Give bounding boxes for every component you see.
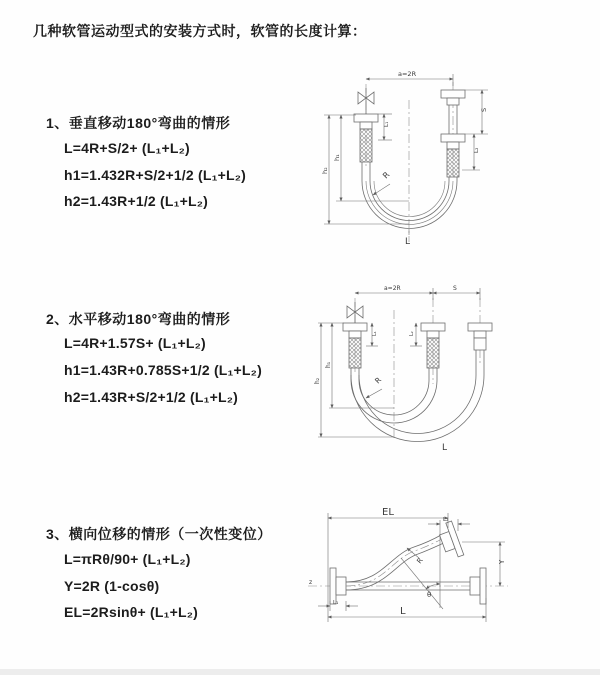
dimension-l — [328, 598, 486, 622]
diagram-lateral-displacement — [300, 498, 592, 660]
valve-icon — [358, 88, 374, 114]
label-l: L — [405, 237, 411, 247]
section2-formula-h1: h1=1.43R+0.785S+1/2 (L₁+L₂) — [64, 362, 262, 378]
label-a2r: a=2R — [398, 70, 417, 78]
section2-formula-l: L=4R+1.57S+ (L₁+L₂) — [64, 335, 206, 351]
section2-formula-h2: h2=1.43R+S/2+1/2 (L₁+L₂) — [64, 389, 239, 405]
hose-u-bend — [362, 181, 457, 229]
label-h2: h₂ — [321, 167, 329, 174]
page-edge — [0, 669, 600, 675]
label-h1: h₁ — [325, 361, 332, 368]
section3-heading: 3、横向位移的情形（一次性变位） — [46, 526, 272, 542]
diagram-vertical-180-bend — [308, 66, 568, 258]
dimension-l1 — [378, 114, 392, 140]
label-r: R — [373, 375, 384, 386]
dimension-l1 — [366, 323, 378, 346]
dimension-l1 — [318, 600, 358, 611]
section3-formula-el: EL=2Rsinθ+ (L₁+L₂) — [64, 604, 199, 620]
label-l1: L₁ — [333, 600, 339, 606]
label-l2: L₂ — [443, 517, 449, 523]
radius-leader — [373, 170, 392, 195]
right-pipe-fitting — [468, 323, 492, 375]
label-l2: L₂ — [474, 147, 480, 153]
label-s: S — [453, 285, 457, 292]
label-l2: L₂ — [409, 331, 415, 336]
section1-heading: 1、垂直移动180°弯曲的情形 — [46, 115, 231, 131]
right-pipe-fitting — [441, 90, 465, 181]
section2-heading: 2、水平移动180°弯曲的情形 — [46, 311, 231, 327]
length-label — [405, 229, 410, 247]
label-s: S — [480, 107, 488, 112]
section1-formula-h2: h2=1.43R+1/2 (L₁+L₂) — [64, 193, 209, 209]
left-pipe-fitting — [354, 114, 378, 181]
section1-formula-h1: h1=1.432R+S/2+1/2 (L₁+L₂) — [64, 167, 246, 183]
length-label — [442, 443, 447, 453]
dimension-l2 — [409, 323, 422, 346]
label-y: Y — [498, 559, 506, 564]
label-l1: L₁ — [384, 121, 390, 127]
dimension-s — [465, 90, 488, 134]
angle-theta — [401, 558, 443, 609]
section3-formula-l: L=πRθ/90+ (L₁+L₂) — [64, 551, 191, 567]
label-l: L — [400, 606, 406, 617]
label-l1: L₁ — [372, 331, 378, 336]
displaced-hose — [346, 521, 464, 590]
axis-mark: z — [309, 579, 313, 586]
label-h1: h₁ — [333, 154, 341, 161]
diagram-horizontal-180-bend — [308, 280, 578, 462]
dimension-a2r — [355, 285, 433, 300]
label-r: R — [381, 170, 392, 181]
label-a2r: a=2R — [384, 285, 401, 292]
page-title: 几种软管运动型式的安装方式时，软管的长度计算： — [33, 23, 367, 39]
valve-icon — [347, 302, 363, 323]
label-l: L — [442, 443, 448, 453]
label-r: R — [415, 556, 425, 566]
label-theta: θ — [427, 591, 432, 599]
label-el: EL — [382, 507, 394, 518]
section1-formula-l: L=4R+S/2+ (L₁+L₂) — [64, 140, 190, 156]
centerlines — [355, 298, 480, 438]
label-h2: h₂ — [314, 377, 321, 384]
section3-formula-y: Y=2R (1-cosθ) — [64, 578, 160, 594]
radius-leader — [366, 375, 383, 398]
left-flange-fitting — [330, 568, 346, 604]
dimension-s — [433, 285, 480, 300]
dimension-a2r — [366, 70, 453, 86]
